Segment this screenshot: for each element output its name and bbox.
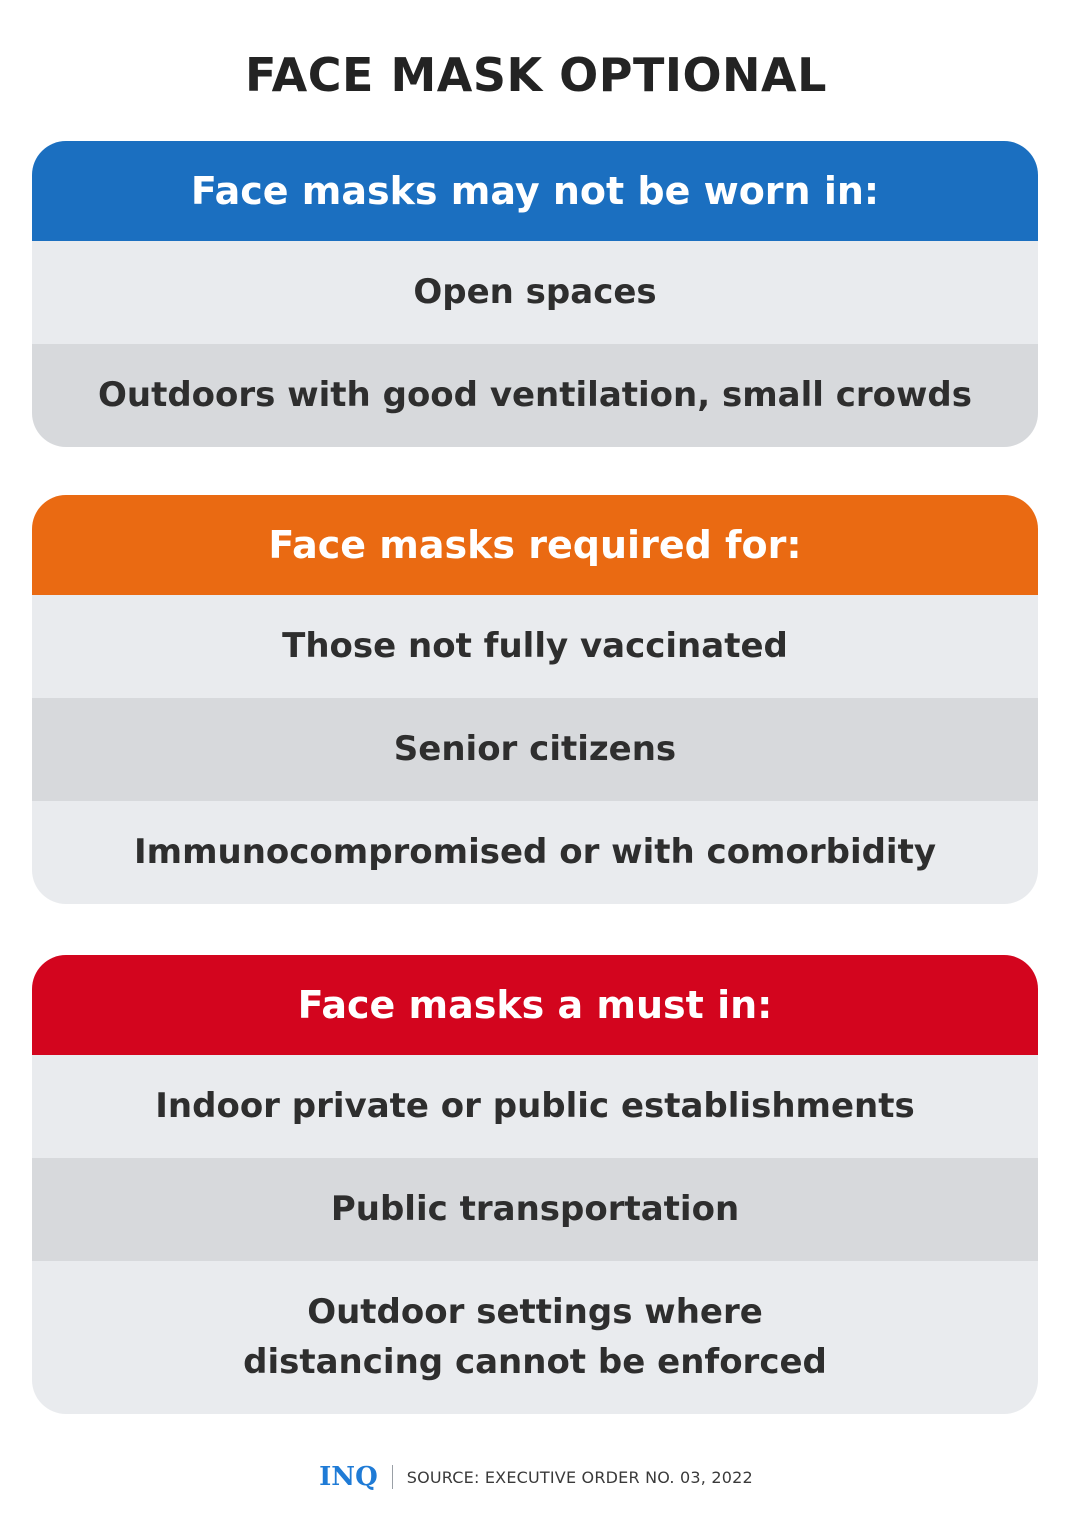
footer bbox=[0, 1462, 1072, 1492]
inq-logo: INQ bbox=[319, 1462, 378, 1492]
list-item: Those not fully vaccinated bbox=[32, 595, 1038, 698]
footer-divider bbox=[392, 1465, 393, 1489]
list-item: Indoor private or public establishments bbox=[32, 1055, 1038, 1158]
list-item: Public transportation bbox=[32, 1158, 1038, 1261]
list-item: Outdoors with good ventilation, small crowds bbox=[32, 344, 1038, 447]
card-masks-not-worn bbox=[32, 141, 1038, 447]
section-heading-required: Face masks required for: bbox=[32, 495, 1038, 595]
source-text: SOURCE: EXECUTIVE ORDER NO. 03, 2022 bbox=[406, 1467, 753, 1487]
list-item: Senior citizens bbox=[32, 698, 1038, 801]
list-item bbox=[32, 1261, 1038, 1414]
page-title: FACE MASK OPTIONAL bbox=[245, 48, 827, 102]
section-heading-must: Face masks a must in: bbox=[32, 955, 1038, 1055]
section-heading-not-worn: Face masks may not be worn in: bbox=[32, 141, 1038, 241]
card-masks-must bbox=[32, 955, 1038, 1414]
list-item: Open spaces bbox=[32, 241, 1038, 344]
list-item-text: Outdoor settings where distancing cannot be enforced bbox=[243, 1292, 827, 1382]
card-masks-required bbox=[32, 495, 1038, 904]
list-item: Immunocompromised or with comorbidity bbox=[32, 801, 1038, 904]
